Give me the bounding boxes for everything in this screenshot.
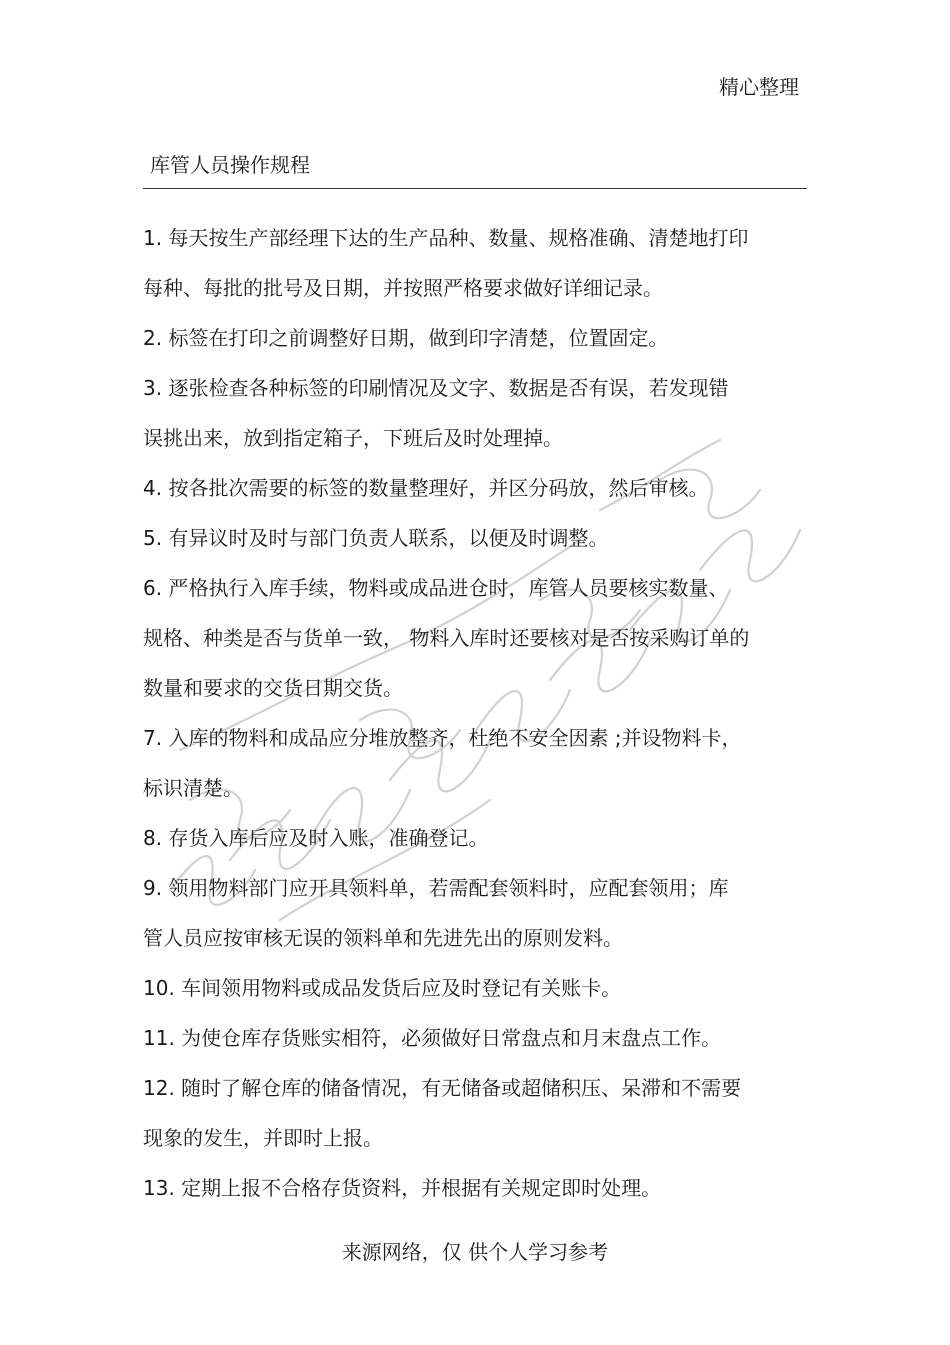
body-text-line: 误挑出来，放到指定箱子，下班后及时处理掉。 (143, 426, 563, 450)
page-header-label: 精心整理 (719, 75, 799, 99)
body-text-line: 管人员应按审核无误的领料单和先进先出的原则发料。 (143, 926, 623, 950)
body-text-line: 5. 有异议时及时与部门负责人联系，以便及时调整。 (143, 526, 609, 550)
body-text-line: 12. 随时了解仓库的储备情况，有无储备或超储积压、呆滞和不需要 (143, 1076, 742, 1100)
body-text-line: 13. 定期上报不合格存货资料，并根据有关规定即时处理。 (143, 1176, 662, 1200)
body-text-line: 规格、种类是否与货单一致， 物料入库时还要核对是否按采购订单的 (143, 626, 750, 650)
body-text-line: 6. 严格执行入库手续，物料或成品进仓时，库管人员要核实数量、 (143, 576, 729, 600)
body-text-line: 7. 入库的物料和成品应分堆放整齐，杜绝不安全因素 ;并设物料卡， (143, 726, 742, 750)
body-text-line: 4. 按各批次需要的标签的数量整理好，并区分码放，然后审核。 (143, 476, 709, 500)
body-text-line: 8. 存货入库后应及时入账，准确登记。 (143, 826, 489, 850)
title-underline-divider (143, 188, 807, 189)
document-title: 库管人员操作规程 (150, 153, 310, 177)
body-text-line: 每种、每批的批号及日期，并按照严格要求做好详细记录。 (143, 276, 663, 300)
page-footer-note: 来源网络，仅 供个人学习参考 (341, 1240, 609, 1264)
body-text-line: 2. 标签在打印之前调整好日期，做到印字清楚，位置固定。 (143, 326, 669, 350)
body-text-line: 11. 为使仓库存货账实相符，必须做好日常盘点和月末盘点工作。 (143, 1026, 722, 1050)
body-text-line: 3. 逐张检查各种标签的印刷情况及文字、数据是否有误，若发现错 (143, 376, 729, 400)
body-text-line: 现象的发生，并即时上报。 (143, 1126, 383, 1150)
body-text-line: 1. 每天按生产部经理下达的生产品种、数量、规格准确、清楚地打印 (143, 226, 749, 250)
body-text-line: 10. 车间领用物料或成品发货后应及时登记有关账卡。 (143, 976, 622, 1000)
body-text-line: 数量和要求的交货日期交货。 (143, 676, 403, 700)
body-text-line: 9. 领用物料部门应开具领料单，若需配套领料时，应配套领用；库 (143, 876, 729, 900)
body-text-line: 标识清楚。 (143, 776, 243, 800)
